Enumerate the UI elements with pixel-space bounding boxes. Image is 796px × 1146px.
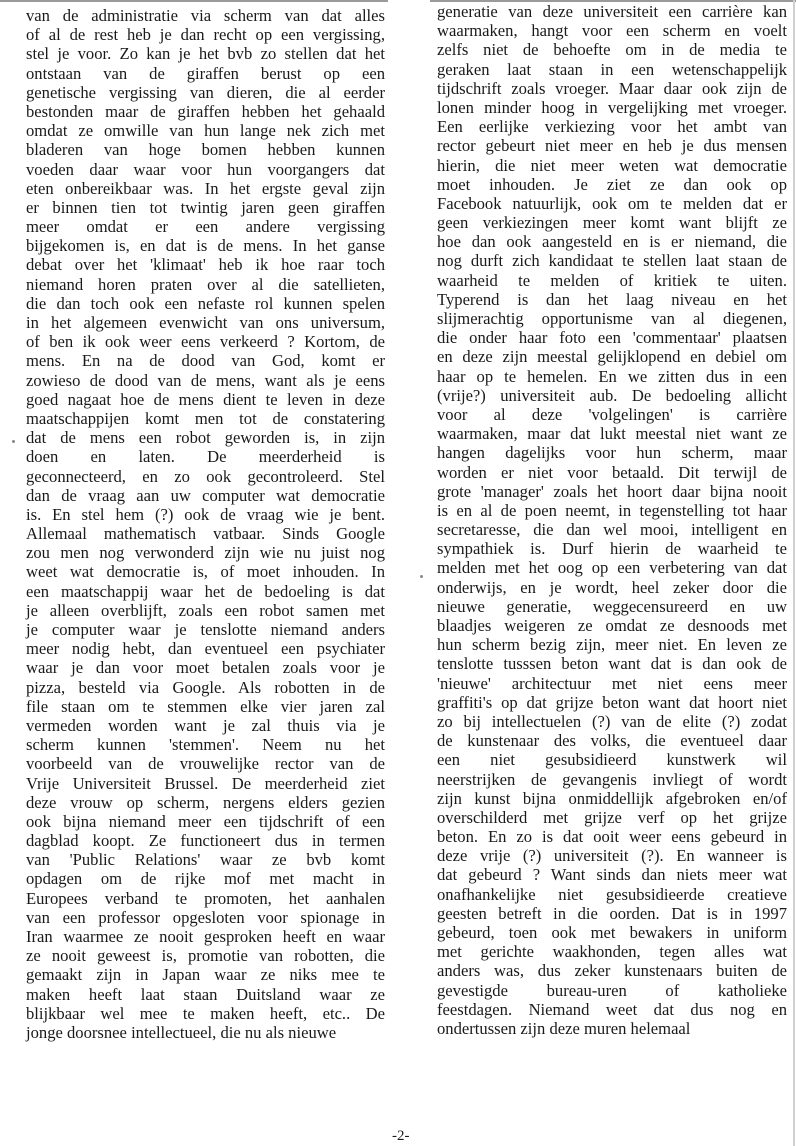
text-line: nieuwe generatie, weggecensureerd en uw (437, 596, 787, 616)
text-line: ook bijna niemand meer een tijdschrift of een (26, 811, 385, 831)
text-line: geen verkiezingen meer komt want blijft ze (437, 213, 787, 233)
text-line: opdagen om de rijke mof met macht in (26, 869, 385, 889)
text-line: Europees verband te promoten, het aanhalen (26, 888, 385, 908)
text-line: Typerend is dan het laag niveau en het (437, 289, 787, 309)
text-line: slijmerachtig opportunisme van al diegenen, (437, 309, 787, 328)
text-line: geconnecteerd, en zo ook gecontroleerd. Stel (26, 466, 385, 486)
text-line: anders was, dus zeker kunstenaars buiten de (437, 961, 787, 981)
text-line: debat over het 'klimaat' heb ik hoe raar toch (26, 255, 385, 275)
text-line: van 'Public Relations' waar ze bvb komt (26, 850, 385, 870)
text-line: gebeurd, toen ook met bewakers in uniform (437, 923, 787, 942)
scan-edge-left (0, 0, 388, 2)
text-line: mens. En na de dood van God, komt er (26, 351, 385, 371)
text-line: lonen minder hoog in vergelijking met vroeger. (437, 97, 787, 117)
text-line: generatie van deze universiteit een carrière kan (437, 2, 787, 21)
text-line: waarheid te melden of kritiek te uiten. (437, 270, 787, 290)
text-line: Iran waarmee ze nooit gesproken heeft en waar (26, 927, 385, 946)
text-line: niemand horen praten over al die satellieten, (26, 274, 385, 294)
text-line: sympathiek is. Durf hierin de waarheid te (437, 539, 787, 559)
text-line: Een eerlijke verkiezing voor het ambt van (437, 117, 787, 137)
text-line: de kunstenaar des volks, die eventueel daar (437, 731, 787, 751)
text-line: geraken laat staan in een wetenschappelijk (437, 59, 787, 79)
text-line: of ben ik ook weer eens verkeerd ? Kortom, de (26, 332, 385, 352)
text-line: blijkbaar wel mee te maken heeft, etc.. De (26, 1003, 385, 1023)
scan-speck (12, 440, 15, 443)
text-line: waarmaken, hangt voor een scherm en voelt (437, 21, 787, 41)
text-line: zelfs niet de behoefte om in de media te (437, 40, 787, 60)
text-line: maatschappijen komt men tot de constatering (26, 408, 385, 428)
text-line: ze nooit geweest is, promotie van robotten, die (26, 946, 385, 966)
text-line: pizza, besteld via Google. Als robotten in de (26, 677, 385, 697)
text-line: tijdschrift zoals vroeger. Maar daar ook zijn de (437, 78, 787, 98)
text-line: ontstaan van de giraffen berust op een (26, 63, 385, 83)
text-line: bestonden maar de giraffen hebben het gehaald (26, 101, 385, 121)
text-line: meer omdat er een andere vergissing (26, 217, 385, 237)
text-line: waar je dan voor moet betalen zoals voor je (26, 658, 385, 678)
text-line: hun scherm bezig zijn, meer niet. En leven ze (437, 635, 787, 655)
text-line: hoe dan ook aangesteld en is er niemand, die (437, 232, 787, 252)
text-line: dat gebeurd ? Want sinds dan niets meer wat (437, 865, 787, 885)
text-line: zowieso de dood van de mens, want als je eens (26, 370, 385, 390)
text-line: graffiti's op dat grijze beton want dat hoort niet (437, 692, 787, 712)
text-line: omdat ze omwille van hun lange nek zich met (26, 121, 385, 141)
text-line: zo bij intellectuelen (?) van de elite (?) zodat (437, 711, 787, 731)
text-line: zijn kunst bijna onmiddellijk afgebroken en/of (437, 788, 787, 808)
text-line: je computer waar je tenslotte niemand anders (26, 620, 385, 639)
text-line: worden er niet voor betaald. Dit terwijl de (437, 462, 787, 482)
text-line: meer nodig hebt, dan eventueel een psychiater (26, 639, 385, 659)
text-line: zou men nog verwonderd zijn wie nu juist nog (26, 543, 385, 563)
text-line: van de administratie via scherm van dat alles (26, 6, 385, 25)
text-line: gemaakt zijn in Japan waar ze niks mee te (26, 965, 385, 985)
text-line: je alleen overblijft, zoals een robot samen met (26, 600, 385, 620)
text-line: overschilderd met grijze verf op het grijze (437, 807, 787, 827)
text-line: tenslotte tusssen beton want dat is dan ook de (437, 654, 787, 674)
text-line: van een professor opgesloten voor spionage in (26, 907, 385, 927)
text-line: met gerichte waakhonden, tegen alles wat (437, 942, 787, 962)
text-line: dan de vraag aan uw computer wat democratie (26, 485, 385, 505)
text-line: deze vrije (?) universiteit (?). En wanneer is (437, 846, 787, 866)
text-line: beton. En zo is dat ooit weer eens gebeurd in (437, 827, 787, 847)
text-line: een maatschappij waar het de bedoeling is dat (26, 581, 385, 601)
text-line: Facebook natuurlijk, ook om te melden dat er (437, 193, 787, 213)
right-text-column (437, 2, 787, 1038)
text-line: is en al de poen neemt, in tegenstelling tot haar (437, 500, 787, 520)
text-line: is. En stel hem (?) ook de vraag wie je bent. (26, 504, 385, 524)
text-line: melden met het oog op een verbetering van dat (437, 558, 787, 578)
text-line: Allemaal mathematisch vatbaar. Sinds Google (26, 524, 385, 544)
text-line: geesten betreft in die oorden. Dat is in 1997 (437, 903, 787, 923)
text-line: weet wat democratie is, of moet inhouden. In (26, 562, 385, 582)
text-line: stel je voor. Zo kan je het bvb zo stellen dat het (26, 44, 385, 64)
text-line: voor al deze 'volgelingen' is carrière (437, 404, 787, 424)
text-line: waarmaken, maar dat lukt meestal niet want ze (437, 424, 787, 444)
text-line: nog durft zich kandidaat te stellen laat staan de (437, 251, 787, 271)
text-line: feestdagen. Niemand weet dat dus nog en (437, 999, 787, 1019)
text-line: vermeden worden want je zal thuis via je (26, 715, 385, 735)
text-line: jonge doorsnee intellectueel, die nu als nieuwe (26, 1022, 337, 1042)
text-line: deze vrouw op scherm, nergens elders gezien (26, 792, 385, 812)
text-line: 'nieuwe' architectuur met niet eens meer (437, 673, 787, 693)
scan-speck (420, 575, 423, 578)
text-line: (vrije?) universiteit aub. De bedoeling allicht (437, 385, 787, 405)
left-text-column (26, 6, 385, 1042)
text-line: voorbeeld van de vrouwelijke rector van de (26, 754, 385, 774)
text-line: maken heeft laat staan Duitsland waar ze (26, 984, 385, 1004)
text-line: haar op te hemelen. En we zitten dus in een (437, 366, 787, 386)
text-line: eten onbereikbaar was. In het ergste geval zijn (26, 178, 385, 198)
text-line: voeden daar waar voor hun voorgangers dat (26, 159, 385, 179)
text-line: er binnen tien tot twintig jaren geen giraffen (26, 197, 385, 217)
text-line: grote 'manager' zoals het hoort daar bijna nooit (437, 481, 787, 501)
text-line: blaadjes weigeren ze omdat ze desnoods met (437, 616, 787, 635)
text-line: bladeren van hoge bomen hebben kunnen (26, 140, 385, 160)
text-line: dat de mens een robot geworden is, in zijn (26, 428, 385, 448)
text-line: goed nagaat hoe de mens dient te leven in deze (26, 389, 385, 409)
text-line: file staan om te stemmen elke vier jaren zal (26, 696, 385, 716)
scan-edge-side (793, 0, 795, 1146)
text-line: genetische vergissing van dieren, die al eerder (26, 82, 385, 102)
text-line: of al de rest heb je dan recht op een vergissing, (26, 25, 385, 45)
text-line: gevestigde bureau-uren of katholieke (437, 980, 787, 1000)
text-line: die onder haar foto een 'commentaar' plaatsen (437, 328, 787, 348)
page-number: -2- (392, 1128, 410, 1144)
text-line: in het algemeen evenwicht van ons universum, (26, 313, 385, 332)
text-line: hierin, die niet meer weten wat democratie (437, 155, 787, 175)
text-line: neerstrijken de gevangenis invliegt of wordt (437, 769, 787, 789)
text-line: onderwijs, en je wordt, heel zeker door die (437, 577, 787, 597)
text-line: doen en laten. De meerderheid is (26, 447, 385, 467)
text-line: onafhankelijke niet gesubsidieerde creatieve (437, 884, 787, 904)
text-line: Vrije Universiteit Brussel. De meerderheid ziet (26, 773, 385, 793)
text-line: en deze zijn meestal gelijklopend en debiel om (437, 347, 787, 367)
text-line: dagblad koopt. Ze functioneert dus in termen (26, 831, 385, 851)
text-line: moet inhouden. Je ziet ze dan ook op (437, 174, 787, 194)
text-line: rector gebeurt niet meer en heb je dus mensen (437, 136, 787, 156)
text-line: scherm kunnen 'stemmen'. Neem nu het (26, 735, 385, 755)
text-line: ondertussen zijn deze muren helemaal (437, 1018, 691, 1038)
text-line: een niet gesubsidieerd kunstwerk wil (437, 750, 787, 770)
text-line: bijgekomen is, en dat is de mens. In het ganse (26, 236, 385, 256)
text-line: die dan toch ook een nefaste rol kunnen spelen (26, 293, 385, 313)
text-line: hangen dagelijks voor hun scherm, maar (437, 443, 787, 463)
text-line: secretaresse, die dan wel mooi, intelligent en (437, 520, 787, 540)
